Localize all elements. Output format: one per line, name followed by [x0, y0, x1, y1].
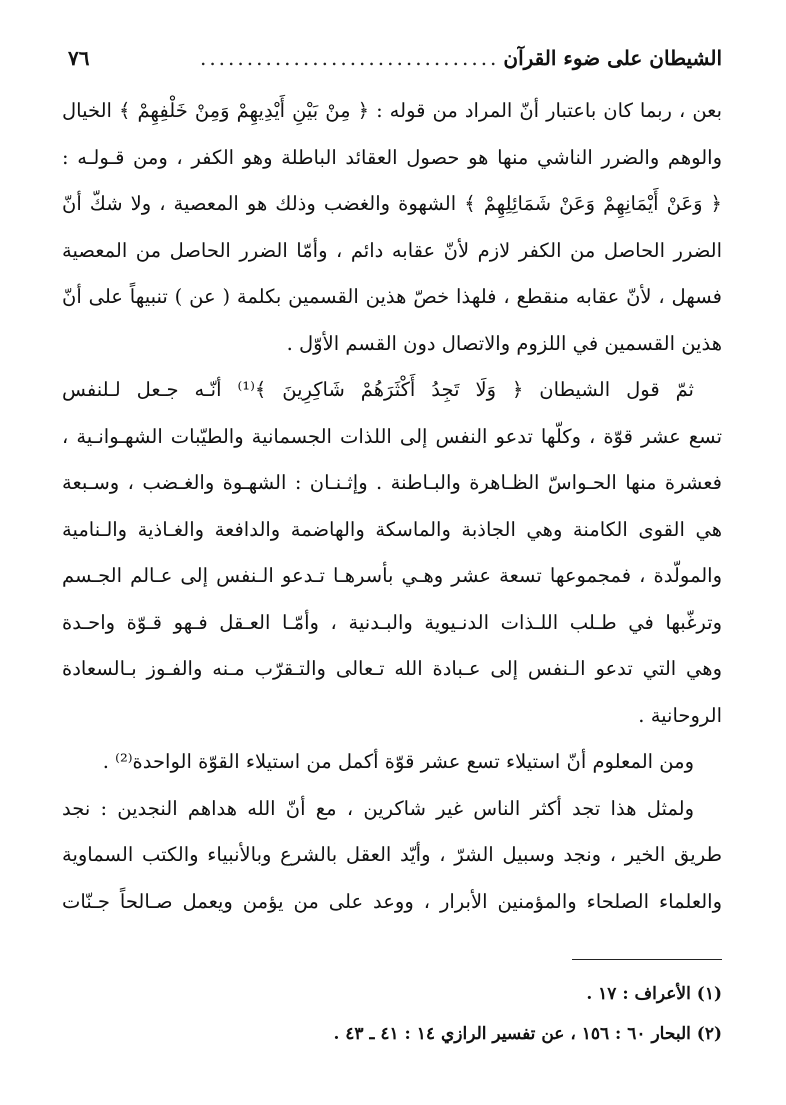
- text-line: فعشرة منها الحـواسّ الظـاهرة والبـاطنة . وإثـنـان : الشهـوة والغـضب ، وسـبعة: [62, 471, 722, 494]
- text-line: ثمّ قول الشيطان ﴿ وَلَا تَجِدُ أَكْثَرَهُمْ شَاكِرِينَ ﴾⁽¹⁾ أنّـه جـعل لـلنفس: [62, 378, 694, 401]
- text-line: والعلماء الصلحاء والمؤمنين الأبرار ، ووعد على من يؤمن ويعمل صـالحاً جـنّات: [62, 889, 722, 913]
- text-line: وترغّبها في طـلب اللـذات الدنـيوية والبـدنية ، وأمّـا العـقل فـهو قـوّة واحـدة: [62, 610, 722, 634]
- text-line: وهي التي تدعو الـنفس إلى عـبادة الله تـعالى والتـقرّب مـنه والفـوز بـالسعادة: [62, 657, 722, 680]
- footnote-separator: [572, 959, 722, 960]
- text-line: بعن ، ربما كان باعتبار أنّ المراد من قوله : ﴿ مِنْ بَيْنِ أَيْدِيهِمْ وَمِنْ خَلْفِهِمْ ﴾ الخيال: [62, 99, 722, 122]
- text-line: والوهم والضرر الناشي منها هو حصول العقائد الباطلة وهو الكفر ، ومن قـولـه :: [62, 145, 722, 169]
- text-line: الضرر الحاصل من الكفر لازم لأنّ عقابه دائم ، وأمّا الضرر الحاصل من المعصية: [62, 238, 722, 262]
- page-number: ٧٦: [68, 46, 90, 70]
- text-line: والمولّدة ، فمجموعها تسعة عشر وهـي بأسرهـا تـدعو الـنفس إلى عـالم الجـسم: [62, 564, 722, 587]
- text-line: تسع عشر قوّة ، وكلّها تدعو النفس إلى اللذات الجسمانية والطيّبات الشهـوانـية ،: [62, 424, 722, 448]
- text-line: ومن المعلوم أنّ استيلاء تسع عشر قوّة أكمل من استيلاء القوّة الواحدة⁽²⁾ .: [102, 750, 694, 773]
- text-line: فسهل ، لأنّ عقابه منقطع ، فلهذا خصّ هذين القسمين بكلمة ( عن ) تنبيهاً على أنّ: [62, 285, 722, 308]
- footnote: (١) الأعراف : ١٧ .: [586, 984, 722, 1004]
- footnotes: [62, 974, 722, 1054]
- text-line: طريق الخير ، ونجد وسبيل الشرّ ، وأيّد العقل بالشرع وبالأنبياء والكتب السماوية: [62, 843, 722, 866]
- text-line: هي القوى الكامنة وهي الجاذبة والماسكة والهاضمة والدافعة والغـاذية والـنامية: [62, 517, 722, 541]
- page-body: [62, 88, 722, 925]
- footnote: (٢) البحار ٦٠ : ١٥٦ ، عن تفسير الرازي ١٤ : ٤١ ـ ٤٣ .: [333, 1024, 722, 1044]
- text-line: هذين القسمين في اللزوم والاتصال دون القسم الأوّل .: [286, 331, 722, 355]
- header-dot-leader: ................................: [199, 46, 500, 70]
- book-page: [62, 40, 722, 1080]
- text-line: الروحانية .: [638, 703, 722, 727]
- running-title: الشيطان على ضوء القرآن: [503, 46, 722, 70]
- text-line: ولمثل هذا تجد أكثر الناس غير شاكرين ، مع أنّ الله هداهم النجدين : نجد: [62, 796, 694, 820]
- text-line: ﴿ وَعَنْ أَيْمَانِهِمْ وَعَنْ شَمَائِلِهِمْ ﴾ الشهوة والغضب وذلك هو المعصية ، ولا شكّ أنّ: [62, 192, 722, 215]
- page-header: [62, 40, 722, 76]
